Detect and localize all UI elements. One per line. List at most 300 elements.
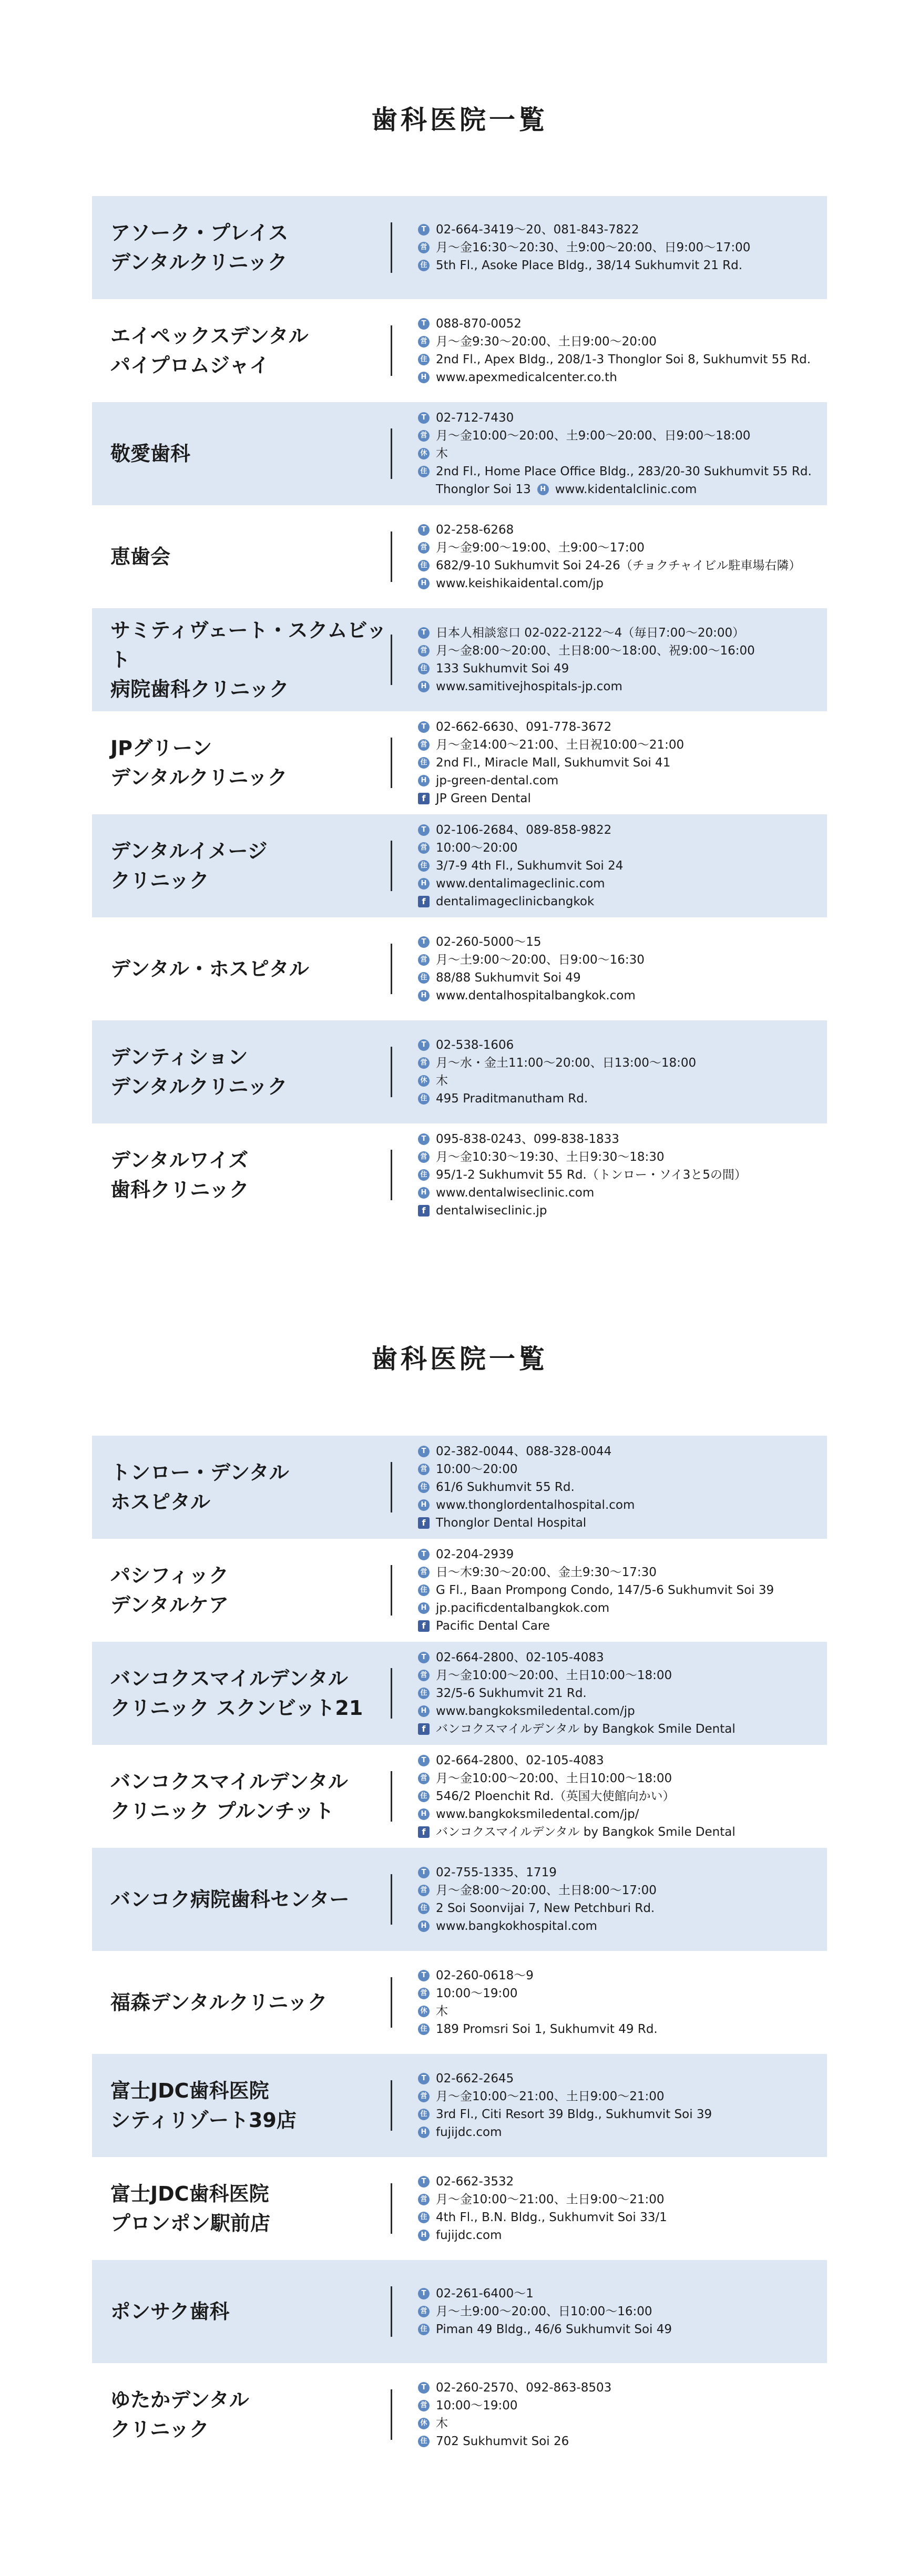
info-text: 3rd Fl., Citi Resort 39 Bldg., Sukhumvit Soi 39 — [436, 2108, 712, 2121]
info-line — [418, 1667, 816, 1684]
hours-icon: 営 — [418, 645, 430, 657]
info-text: 02-755-1335、1719 — [436, 1866, 557, 1879]
clinic-name — [110, 1745, 405, 1848]
info-text: 02-664-2800、02-105-4083 — [436, 1754, 604, 1767]
clinic-entry — [92, 2054, 827, 2157]
info-text: 02-261-6400〜1 — [436, 2287, 534, 2301]
website-icon: H — [418, 1602, 430, 1614]
info-line — [418, 2070, 816, 2088]
clinic-name-line: クリニック — [110, 869, 209, 892]
clinic-info — [418, 711, 816, 814]
website-icon: H — [418, 1920, 430, 1932]
clinic-info — [418, 1745, 816, 1848]
hours-icon: 営 — [418, 336, 430, 347]
phone-icon: T — [418, 824, 430, 836]
clinic-name — [110, 2157, 405, 2260]
info-text: G Fl., Baan Prompong Condo, 147/5-6 Sukhumvit Soi 39 — [436, 1583, 774, 1597]
clinic-entry — [92, 1642, 827, 1745]
phone-icon: T — [418, 524, 430, 536]
info-line — [418, 1130, 816, 1148]
clinic-entry — [92, 1123, 827, 1226]
vertical-divider — [391, 1771, 392, 1822]
address-icon: 住 — [418, 2023, 430, 2035]
info-line — [418, 2191, 816, 2209]
info-line — [418, 539, 816, 557]
vertical-divider — [391, 2080, 392, 2131]
info-line — [418, 463, 816, 481]
info-line — [418, 1581, 816, 1599]
info-line — [418, 1514, 816, 1532]
info-text: 10:00〜19:00 — [436, 1987, 518, 2000]
info-line — [418, 1967, 816, 1985]
info-line — [418, 2173, 816, 2191]
address-icon: 住 — [418, 2212, 430, 2223]
address-icon: 住 — [418, 663, 430, 674]
clinic-entry — [92, 1020, 827, 1123]
info-line — [418, 1460, 816, 1478]
info-text: 2nd Fl., Miracle Mall, Sukhumvit Soi 41 — [436, 756, 671, 770]
phone-icon: T — [418, 2073, 430, 2084]
clinic-name — [110, 814, 405, 917]
info-line — [418, 1166, 816, 1184]
info-text: 月〜金9:00〜19:00、土9:00〜17:00 — [436, 541, 645, 555]
info-line — [418, 1036, 816, 1054]
clinic-name-line: デンタルクリニック — [110, 251, 288, 274]
facebook-icon: f — [418, 1620, 430, 1632]
info-text: 月〜金10:00〜21:00、土日9:00〜21:00 — [436, 2090, 665, 2103]
info-line — [418, 660, 816, 678]
website-link[interactable]: www.dentalhospitalbangkok.com — [436, 989, 636, 1003]
vertical-divider — [391, 1047, 392, 1097]
vertical-divider — [391, 738, 392, 788]
info-line — [418, 790, 816, 807]
clinic-name-line: クリニック — [110, 2418, 209, 2441]
website-link[interactable]: www.bangkoksmiledental.com/jp — [436, 1704, 635, 1718]
clinic-name — [110, 1848, 405, 1951]
info-text: 088-870-0052 — [436, 317, 522, 331]
info-line — [418, 409, 816, 427]
website-link[interactable]: www.dentalimageclinic.com — [436, 877, 605, 891]
vertical-divider — [391, 841, 392, 891]
clinic-info — [418, 1123, 816, 1226]
website-link[interactable]: fujijdc.com — [436, 2125, 502, 2139]
info-text: 02-662-2645 — [436, 2072, 514, 2086]
info-line — [418, 2321, 816, 2338]
phone-icon: T — [418, 412, 430, 424]
website-link[interactable]: fujijdc.com — [436, 2229, 502, 2242]
website-icon: H — [418, 775, 430, 786]
address-icon: 住 — [418, 1903, 430, 1914]
phone-icon: T — [418, 936, 430, 948]
info-line — [418, 1443, 816, 1460]
info-line — [418, 1899, 816, 1917]
website-icon: H — [418, 372, 430, 383]
phone-icon: T — [418, 2382, 430, 2394]
info-text: 月〜金10:00〜20:00、土9:00〜20:00、日9:00〜18:00 — [436, 429, 751, 443]
info-line — [418, 239, 816, 257]
info-line — [418, 1563, 816, 1581]
website-link[interactable]: www.samitivejhospitals-jp.com — [436, 680, 622, 693]
info-line — [418, 1823, 816, 1841]
info-line — [418, 2285, 816, 2303]
info-text: 682/9-10 Sukhumvit Soi 24-26（チョクチャイビル駐車場右隣） — [436, 559, 801, 573]
vertical-divider — [391, 944, 392, 994]
address-icon: 住 — [418, 860, 430, 872]
info-text: 702 Sukhumvit Soi 26 — [436, 2435, 569, 2448]
info-line — [418, 2415, 816, 2432]
info-line — [418, 1985, 816, 2002]
info-text: 095-838-0243、099-838-1833 — [436, 1132, 619, 1146]
clinic-name — [110, 608, 405, 711]
info-line — [418, 1702, 816, 1720]
hours-icon: 営 — [418, 542, 430, 554]
clinic-name — [110, 2260, 405, 2363]
hours-icon: 営 — [418, 1464, 430, 1475]
info-line — [418, 987, 816, 1005]
info-text: 32/5-6 Sukhumvit 21 Rd. — [436, 1686, 587, 1700]
info-text: 02-260-2570、092-863-8503 — [436, 2381, 612, 2395]
info-line — [418, 951, 816, 969]
clinic-list — [92, 196, 827, 1226]
clinic-entry — [92, 1951, 827, 2054]
info-line — [418, 821, 816, 839]
info-line — [418, 857, 816, 875]
info-line — [418, 1546, 816, 1563]
info-line — [418, 1072, 816, 1090]
clinic-info — [418, 402, 816, 505]
website-link[interactable]: www.thonglordentalhospital.com — [436, 1498, 635, 1512]
info-text: 日本人相談窓口 02-022-2122〜4（毎日7:00〜20:00） — [436, 626, 745, 640]
address-icon: 住 — [418, 1791, 430, 1802]
info-line — [418, 1684, 816, 1702]
clinic-name-line: 敬愛歯科 — [110, 442, 191, 465]
address-icon: 住 — [418, 1585, 430, 1596]
clinic-entry — [92, 402, 827, 505]
section-title: 歯科医院一覧 — [371, 1344, 548, 1374]
clinic-name-line: バンコクスマイルデンタル — [110, 1667, 348, 1690]
info-text: 月〜水・金土11:00〜20:00、日13:00〜18:00 — [436, 1056, 697, 1070]
phone-icon: T — [418, 1039, 430, 1051]
info-line — [418, 1882, 816, 1899]
clinic-name-line: デンタルクリニック — [110, 1075, 288, 1098]
address-icon: 住 — [418, 466, 430, 477]
clinic-name-line: デンタルワイズ — [110, 1149, 249, 1172]
phone-icon: T — [418, 1133, 430, 1145]
clinic-info — [418, 196, 816, 299]
phone-icon: T — [418, 318, 430, 330]
info-line — [418, 1148, 816, 1166]
website-icon: H — [418, 1499, 430, 1511]
clinic-entry — [92, 2157, 827, 2260]
vertical-divider — [391, 2183, 392, 2234]
info-line — [418, 2002, 816, 2020]
website-icon: H — [418, 1187, 430, 1199]
info-text: 10:00〜20:00 — [436, 1463, 518, 1476]
clinic-info — [418, 2157, 816, 2260]
address-icon: 住 — [418, 1093, 430, 1105]
hours-icon: 営 — [418, 2306, 430, 2317]
info-line — [418, 2209, 816, 2226]
clinic-name-line: ゆたかデンタル — [110, 2388, 249, 2411]
info-line — [418, 1599, 816, 1617]
info-text: 02-260-5000〜15 — [436, 935, 542, 949]
hours-icon: 営 — [418, 2091, 430, 2102]
info-text: 02-664-3419〜20、081-843-7822 — [436, 223, 639, 237]
clinic-name-line: 富士JDC歯科医院 — [110, 2182, 269, 2205]
clinic-info — [418, 2054, 816, 2157]
section-title: 歯科医院一覧 — [371, 105, 548, 135]
hours-icon: 営 — [418, 1151, 430, 1163]
clinic-name-line: 病院歯科クリニック — [110, 678, 289, 701]
clinic-entry — [92, 196, 827, 299]
clinic-entry — [92, 1745, 827, 1848]
clinic-name-line: 恵歯会 — [110, 545, 171, 568]
info-line — [418, 678, 816, 696]
website-link[interactable]: www.dentalwiseclinic.com — [436, 1186, 595, 1200]
hours-icon: 営 — [418, 1885, 430, 1896]
clinic-entry — [92, 814, 827, 917]
info-text: dentalwiseclinic.jp — [436, 1204, 547, 1218]
clinic-info — [418, 505, 816, 608]
phone-icon: T — [418, 224, 430, 236]
website-icon: H — [418, 1705, 430, 1717]
info-text: バンコクスマイルデンタル by Bangkok Smile Dental — [436, 1722, 736, 1736]
info-line — [418, 221, 816, 239]
clinic-name-line: デンタルクリニック — [110, 766, 288, 789]
clinic-name-line: デンタル・ホスピタル — [110, 957, 309, 980]
website-icon: H — [537, 484, 549, 495]
clinic-entry — [92, 917, 827, 1020]
info-text: 月〜金10:00〜21:00、土日9:00〜21:00 — [436, 2193, 665, 2206]
vertical-divider — [391, 1150, 392, 1200]
clinic-name — [110, 1642, 405, 1745]
info-line — [418, 575, 816, 592]
info-line — [418, 333, 816, 351]
info-line — [418, 624, 816, 642]
clinic-info — [418, 1436, 816, 1539]
clinic-name-line: クリニック プルンチット — [110, 1800, 334, 1823]
info-text: JP Green Dental — [436, 792, 531, 805]
info-line — [418, 2432, 816, 2450]
phone-icon: T — [418, 2176, 430, 2187]
info-line — [418, 2397, 816, 2415]
address-icon: 住 — [418, 972, 430, 984]
info-text: 95/1-2 Sukhumvit 55 Rd.（トンロー・ソイ3と5の間） — [436, 1168, 747, 1182]
clinic-name-line: デンタルケア — [110, 1593, 229, 1617]
info-text: 88/88 Sukhumvit Soi 49 — [436, 971, 581, 985]
clinic-name-line: アソーク・プレイス — [110, 221, 289, 244]
clinic-name — [110, 402, 405, 505]
info-text: 189 Promsri Soi 1, Sukhumvit 49 Rd. — [436, 2022, 658, 2036]
info-line — [418, 642, 816, 660]
info-text: 月〜金10:30〜19:30、土日9:30〜18:30 — [436, 1150, 665, 1164]
info-line — [418, 315, 816, 333]
info-line — [418, 1617, 816, 1635]
website-link[interactable]: jp-green-dental.com — [436, 774, 559, 788]
info-line — [418, 2123, 816, 2141]
info-text: 月〜金9:30〜20:00、土日9:00〜20:00 — [436, 335, 657, 349]
info-text: 02-538-1606 — [436, 1038, 514, 1052]
website-link[interactable]: jp.pacificdentalbangkok.com — [436, 1601, 610, 1615]
info-line — [418, 736, 816, 754]
website-link[interactable]: www.kidentalclinic.com — [555, 483, 697, 496]
info-text: 月〜土9:00〜20:00、日10:00〜16:00 — [436, 2305, 652, 2318]
clinic-name-line: エイペックスデンタル — [110, 324, 309, 347]
hours-icon: 営 — [418, 2194, 430, 2205]
website-icon: H — [418, 2230, 430, 2241]
clinic-entry — [92, 2260, 827, 2363]
info-text: 02-260-0618〜9 — [436, 1969, 534, 1982]
clinic-name-line: サミティヴェート・スクムビット — [110, 619, 387, 671]
info-text: バンコクスマイルデンタル by Bangkok Smile Dental — [436, 1825, 736, 1839]
info-line — [418, 718, 816, 736]
clinic-name — [110, 1123, 405, 1226]
vertical-divider — [391, 1874, 392, 1925]
clinic-list — [92, 1436, 827, 2466]
clinic-entry — [92, 505, 827, 608]
info-text: 木 — [436, 447, 448, 461]
facebook-icon: f — [418, 1723, 430, 1735]
info-line — [418, 1184, 816, 1202]
website-link[interactable]: www.bangkoksmiledental.com/jp/ — [436, 1807, 639, 1821]
phone-icon: T — [418, 1970, 430, 1981]
clinic-name-line: バンコク病院歯科センター — [110, 1888, 350, 1911]
info-line — [418, 969, 816, 987]
info-text: 02-106-2684、089-858-9822 — [436, 823, 612, 837]
info-line — [418, 257, 816, 274]
clinic-name-line: バンコクスマイルデンタル — [110, 1770, 348, 1793]
website-link[interactable]: www.apexmedicalcenter.co.th — [436, 371, 617, 384]
info-text: 月〜金16:30〜20:30、土9:00〜20:00、日9:00〜17:00 — [436, 241, 751, 254]
hours-icon: 営 — [418, 1057, 430, 1069]
clinic-name-line: 歯科クリニック — [110, 1178, 249, 1201]
info-line — [418, 2105, 816, 2123]
clinic-name-line: ホスピタル — [110, 1490, 211, 1514]
clinic-entry — [92, 711, 827, 814]
website-icon: H — [418, 578, 430, 589]
address-icon: 住 — [418, 260, 430, 271]
info-line — [418, 754, 816, 772]
clinic-name-line: JPグリーン — [110, 737, 212, 760]
info-text: 02-204-2939 — [436, 1548, 514, 1561]
info-line — [418, 445, 816, 463]
clinic-entry — [92, 1848, 827, 1951]
clinic-info — [418, 1642, 816, 1745]
info-line — [418, 1917, 816, 1935]
clinic-name — [110, 1436, 405, 1539]
info-line — [418, 839, 816, 857]
clinic-name-line: クリニック スクンビット21 — [110, 1696, 363, 1720]
facebook-icon: f — [418, 896, 430, 907]
clinic-name-line: 福森デンタルクリニック — [110, 1991, 328, 2014]
info-text: 木 — [436, 1074, 448, 1088]
phone-icon: T — [418, 1652, 430, 1663]
phone-icon: T — [418, 2288, 430, 2299]
clinic-info — [418, 917, 816, 1020]
hours-icon: 営 — [418, 242, 430, 253]
clinic-entry — [92, 2363, 827, 2466]
info-text: 02-664-2800、02-105-4083 — [436, 1651, 604, 1664]
info-text: 木 — [436, 2417, 448, 2430]
info-text: 4th Fl., B.N. Bldg., Sukhumvit Soi 33/1 — [436, 2211, 667, 2224]
info-text: 02-712-7430 — [436, 411, 514, 425]
info-text: 日〜木9:30〜20:00、金土9:30〜17:30 — [436, 1566, 657, 1579]
website-icon: H — [418, 990, 430, 1001]
clinic-name — [110, 505, 405, 608]
info-text: 月〜土9:00〜20:00、日9:00〜16:30 — [436, 953, 645, 967]
website-icon: H — [418, 681, 430, 692]
clinic-entry — [92, 299, 827, 402]
hours-icon: 営 — [418, 1670, 430, 1681]
info-line — [418, 1054, 816, 1072]
clinic-name — [110, 196, 405, 299]
info-text: 61/6 Sukhumvit 55 Rd. — [436, 1480, 575, 1494]
clinic-entry — [92, 1539, 827, 1642]
clinic-name-line: シティリゾート39店 — [110, 2109, 297, 2132]
info-line — [418, 1720, 816, 1738]
info-text: 10:00〜19:00 — [436, 2399, 518, 2413]
clinic-info — [418, 814, 816, 917]
info-text: 月〜金8:00〜20:00、土日8:00〜18:00、祝9:00〜16:00 — [436, 644, 755, 658]
clinic-name-line: プロンポン駅前店 — [110, 2212, 271, 2235]
info-text: Piman 49 Bldg., 46/6 Sukhumvit Soi 49 — [436, 2323, 672, 2336]
clinic-name — [110, 2054, 405, 2157]
info-text: dentalimageclinicbangkok — [436, 895, 595, 908]
info-line — [418, 1496, 816, 1514]
website-link[interactable]: www.keishikaidental.com/jp — [436, 577, 604, 590]
hours-icon: 営 — [418, 739, 430, 751]
clinic-name-line: トンロー・デンタル — [110, 1461, 289, 1484]
info-line — [418, 1090, 816, 1108]
info-text: 2nd Fl., Home Place Office Bldg., 283/20-30 Sukhumvit 55 Rd. — [436, 465, 812, 478]
website-icon: H — [418, 1808, 430, 1820]
vertical-divider — [391, 222, 392, 273]
info-text: 02-662-6630、091-778-3672 — [436, 720, 612, 734]
info-line — [418, 1202, 816, 1220]
closed-icon: 休 — [418, 1075, 430, 1087]
info-text: 495 Praditmanutham Rd. — [436, 1092, 588, 1106]
hours-icon: 営 — [418, 1567, 430, 1578]
info-text: 2nd Fl., Apex Bldg., 208/1-3 Thonglor Soi 8, Sukhumvit 55 Rd. — [436, 353, 811, 366]
info-line — [418, 893, 816, 911]
address-icon: 住 — [418, 2436, 430, 2447]
info-line — [418, 2226, 816, 2244]
address-icon: 住 — [418, 560, 430, 571]
clinic-name — [110, 299, 405, 402]
info-line — [418, 557, 816, 575]
closed-icon: 休 — [418, 448, 430, 459]
info-line — [418, 481, 816, 498]
info-line — [418, 1787, 816, 1805]
address-icon: 住 — [418, 1688, 430, 1699]
vertical-divider — [391, 2286, 392, 2337]
info-text: 月〜金8:00〜20:00、土日8:00〜17:00 — [436, 1884, 657, 1897]
address-icon: 住 — [418, 2109, 430, 2120]
clinic-name-line: ポンサク歯科 — [110, 2300, 230, 2323]
closed-icon: 休 — [418, 2006, 430, 2017]
clinic-info — [418, 299, 816, 402]
vertical-divider — [391, 1668, 392, 1719]
address-icon: 住 — [418, 354, 430, 365]
website-link[interactable]: www.bangkokhospital.com — [436, 1919, 597, 1933]
phone-icon: T — [418, 1549, 430, 1560]
clinic-name-line: パシフィック — [110, 1564, 229, 1587]
address-icon: 住 — [418, 1481, 430, 1493]
clinic-info — [418, 1848, 816, 1951]
info-text: 133 Sukhumvit Soi 49 — [436, 662, 569, 676]
hours-icon: 営 — [418, 2400, 430, 2411]
phone-icon: T — [418, 1446, 430, 1457]
